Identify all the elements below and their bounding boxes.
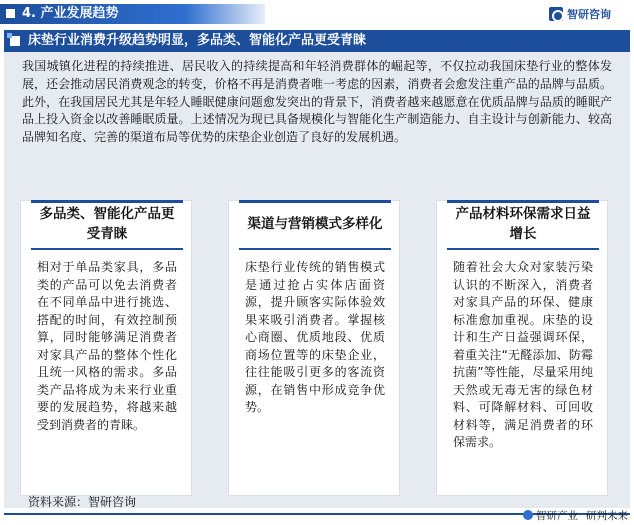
headline-accent-icon bbox=[7, 33, 12, 38]
footer-brand bbox=[523, 508, 628, 522]
brand-dot-icon bbox=[523, 510, 533, 520]
card-header bbox=[239, 200, 391, 250]
footer-brand-right: 研判未来 bbox=[586, 509, 628, 522]
card-body: 随着社会大众对家装污染认识的不断深入，消费者对家具产品的环保、健康标准愈加重视。床垫的设计和生产日益强调环保，着重关注“无醛添加、防霉抗菌”等性能，尽量采用纯天然或无毒无害的绿色材料、可降解材料、可回收材料等，满足消费者的环保需求。 bbox=[453, 260, 593, 449]
headline-banner bbox=[4, 30, 630, 52]
footer-brand-left: 智研产业 bbox=[536, 509, 578, 522]
brand-logo-icon bbox=[549, 7, 563, 21]
card-header-bar bbox=[239, 200, 391, 203]
card-title: 多品类、智能化产品更受青睐 bbox=[39, 206, 175, 242]
card-header-bar bbox=[447, 200, 599, 203]
section-header bbox=[0, 0, 634, 28]
trend-card-multi-category bbox=[20, 200, 192, 496]
section-square-icon bbox=[6, 9, 15, 18]
trend-card-eco-materials bbox=[436, 200, 608, 496]
card-header bbox=[31, 200, 183, 250]
intro-paragraph: 我国城镇化进程的持续推进、居民收入的持续提高和年轻消费群体的崛起等，不仅拉动我国床垫行业的整体发展，还会推动居民消费观念的转变，价格不再是消费者唯一考虑的因素，消费者会愈发注重产品的品牌与品质。此外，在我国居民尤其是年轻人睡眠健康问题愈发突出的背景下，消费者越来越愿意在优质品牌与品质的睡眠产品上投入资金以改善睡眠质量。上述情况为现已具备规模化与智能化生产制造能力、自主设计与创新能力、较高品牌知名度、完善的渠道布局等优势的床垫企业创造了良好的发展机遇。 bbox=[22, 59, 612, 145]
brand-name: 智研咨询 bbox=[567, 8, 611, 21]
trend-card-channels bbox=[228, 200, 400, 496]
headline-text: 床垫行业消费升级趋势明显，多品类、智能化产品更受青睐 bbox=[28, 33, 367, 48]
card-title: 渠道与营销模式多样化 bbox=[247, 216, 383, 232]
brand-logo bbox=[549, 5, 611, 23]
card-title: 产品材料环保需求日益增长 bbox=[455, 206, 591, 242]
card-body: 相对于单品类家具，多品类的产品可以免去消费者在不同单品中进行挑选、搭配的时间，有效控制预算，同时能够满足消费者对家具产品的整体个性化且统一风格的需求。多品类产品将成为未来行业重要的发展趋势，将越来越受到消费者的青睐。 bbox=[37, 260, 177, 432]
card-header-bar bbox=[31, 200, 183, 203]
card-header bbox=[447, 200, 599, 250]
card-body: 床垫行业传统的销售模式是通过抢占实体店面资源，提升顾客实际体验效果来吸引消费者。掌握核心商圈、优质地段、优质商场位置等的床垫企业，往往能吸引更多的客流资源，在销售中形成竞争优势。 bbox=[245, 260, 385, 414]
section-title: 4. 产业发展趋势 bbox=[22, 6, 119, 21]
source-note: 资料来源：智研咨询 bbox=[28, 495, 137, 509]
